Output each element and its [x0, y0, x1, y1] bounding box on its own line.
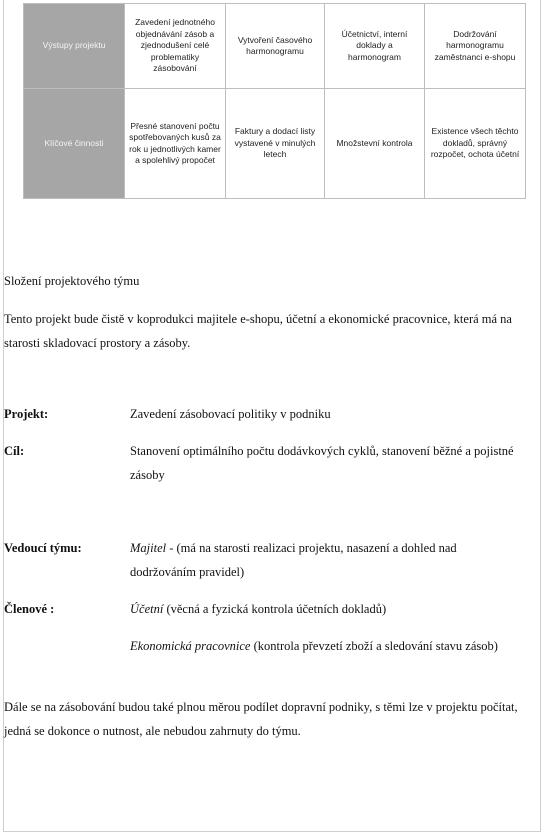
table-row — [24, 4, 526, 89]
goal-label: Cíl: — [4, 444, 25, 458]
member-item — [130, 597, 525, 621]
member-desc: (věcná a fyzická kontrola účetních dokladů) — [163, 602, 387, 616]
row-header-key-activities: Klíčové činnosti — [24, 89, 125, 199]
members-label: Členové : — [4, 602, 55, 616]
member-role: Účetní — [130, 602, 164, 616]
member-role: Ekonomická pracovnice — [130, 639, 251, 653]
leader-role: Majitel — [130, 541, 167, 555]
member-desc: (kontrola převzetí zboží a sledování stavu zásob) — [250, 639, 498, 653]
table-cell: Přesné stanovení počtu spotřebovaných kusů za rok u jednotlivých kamer a spolehlivý propočet — [125, 89, 226, 199]
table-cell: Účetnictví, interní doklady a harmonogram — [325, 4, 425, 89]
table-cell: Dodržování harmonogramu zaměstnanci e-shopu — [425, 4, 526, 89]
table-cell: Existence všech těchto dokladů, správný rozpočet, ochota účetní — [425, 89, 526, 199]
goal-value: Stanovení optimálního počtu dodávkových cyklů, stanovení běžné a pojistné zásoby — [130, 444, 514, 482]
intro-paragraph: Tento projekt bude čistě v koprodukci majitele e-shopu, účetní a ekonomické pracovnice, která má na starosti skladovací prostory a zásoby. — [4, 312, 512, 350]
leader-desc: - (má na starosti realizaci projektu, nasazení a dohled nad dodržováním pravidel) — [130, 541, 457, 579]
project-outputs-table — [23, 3, 526, 199]
leader-value — [130, 536, 525, 584]
closing-paragraph: Dále se na zásobování budou také plnou měrou podílet dopravní podniky, s těmi lze v projektu počítat, jedná se dokonce o nutnost, ale nebudou zahrnuty do týmu. — [4, 700, 518, 738]
table-cell: Faktury a dodací listy vystavené v minulých letech — [226, 89, 325, 199]
project-label: Projekt: — [4, 407, 49, 421]
member-item — [130, 634, 525, 658]
leader-label: Vedoucí týmu: — [4, 541, 82, 555]
project-value: Zavedení zásobovací politiky v podniku — [130, 407, 331, 421]
table-cell: Množstevní kontrola — [325, 89, 425, 199]
table-cell: Zavedení jednotného objednávání zásob a zjednodušení celé problematiky zásobování — [125, 4, 226, 89]
table-cell: Vytvoření časového harmonogramu — [226, 4, 325, 89]
section-title: Složení projektového týmu — [4, 274, 140, 288]
row-header-outputs: Výstupy projektu — [24, 4, 125, 89]
table-row — [24, 89, 526, 199]
